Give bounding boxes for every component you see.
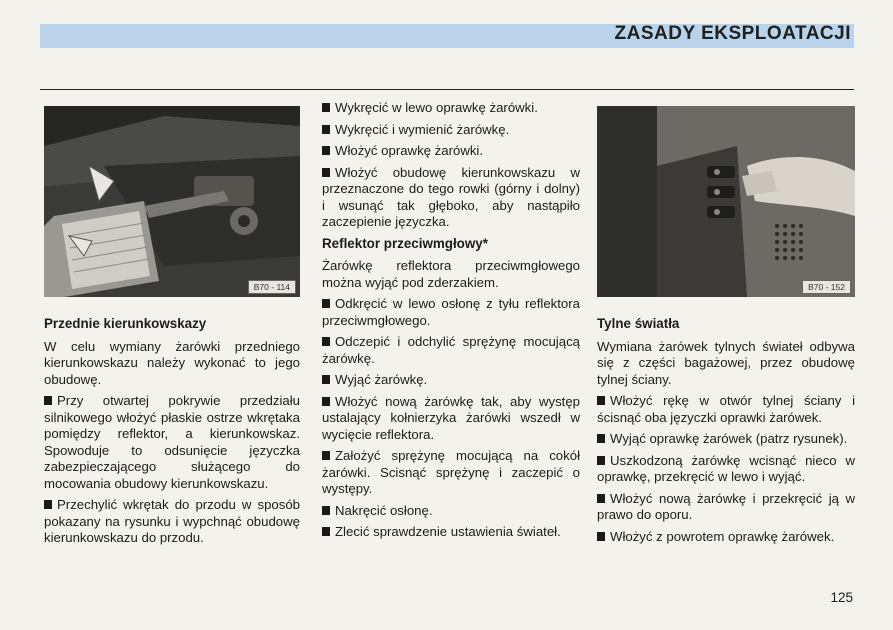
instruction-step — [322, 448, 580, 498]
instruction-step — [597, 491, 855, 524]
step-text: Włożyć rękę w otwór tylnej ściany i ścisnąć oba języczki oprawki żarówek. — [597, 393, 855, 425]
step-text: Włożyć oprawkę żarówki. — [335, 143, 484, 158]
instruction-step — [44, 497, 300, 547]
step-text: Włożyć obudowę kierunkowskazu w przeznaczone do tego rowki (górny i dolny) i wsunąć tak głęboko, aby nastąpiło zaczepienie języczka. — [322, 164, 580, 229]
bullet-icon — [322, 375, 330, 384]
rear-lights-section — [597, 316, 855, 550]
front-indicator-illustration — [44, 106, 300, 297]
bullet-icon — [322, 103, 330, 112]
rear-light-photo — [597, 106, 855, 297]
step-text: Odkręcić w lewo osłonę z tyłu reflektora przeciwmgłowego. — [322, 296, 580, 328]
page-title: ZASADY EKSPLOATACJI — [614, 23, 851, 44]
bullet-icon — [322, 146, 330, 155]
front-indicator-photo — [44, 106, 300, 297]
step-text: Uszkodzoną żarówkę wcisnąć nieco w oprawkę, przekręcić w lewo i wyjąć. — [597, 452, 855, 484]
bullet-icon — [597, 396, 605, 405]
section-heading: Tylne światła — [597, 316, 680, 331]
step-text: Odczepić i odchylić sprężynę mocującą żarówkę. — [322, 334, 580, 366]
step-text: Wyjąć żarówkę. — [335, 372, 428, 387]
instruction-step — [322, 394, 580, 444]
bullet-icon — [322, 125, 330, 134]
bullet-icon — [322, 527, 330, 536]
instruction-step — [322, 143, 580, 160]
instruction-step — [322, 372, 580, 389]
instruction-step — [322, 524, 580, 541]
instruction-step — [322, 165, 580, 231]
instruction-step — [322, 122, 580, 139]
instruction-step — [597, 453, 855, 486]
bullet-icon — [322, 299, 330, 308]
step-text: Włożyć nową żarówkę tak, aby występ ustalający kołnierzyka żarówki wszedł w wycięcie reflektora. — [322, 393, 580, 442]
instruction-step — [597, 431, 855, 448]
bullet-icon — [322, 168, 330, 177]
bullet-icon — [322, 397, 330, 406]
step-text: Włożyć nową żarówkę i przekręcić ją w prawo do oporu. — [597, 490, 855, 522]
bullet-icon — [322, 451, 330, 460]
bullet-icon — [322, 506, 330, 515]
photo-label-left: B70 - 114 — [248, 280, 296, 294]
bullet-icon — [597, 532, 605, 541]
step-text: Zlecić sprawdzenie ustawienia świateł. — [335, 524, 561, 539]
step-text: Wykręcić w lewo oprawkę żarówki. — [335, 100, 538, 115]
step-text: Wykręcić i wymienić żarówkę. — [335, 121, 510, 137]
instruction-step — [322, 503, 580, 520]
bullet-icon — [44, 396, 52, 405]
bullet-icon — [322, 337, 330, 346]
instruction-step — [44, 393, 300, 492]
instruction-step — [597, 529, 855, 546]
instruction-step — [322, 334, 580, 367]
instruction-step — [597, 393, 855, 426]
bullet-icon — [597, 434, 605, 443]
instruction-step — [322, 296, 580, 329]
step-text: Wyjąć oprawkę żarówek (patrz rysunek). — [610, 431, 848, 446]
section-heading: Reflektor przeciwmgłowy* — [322, 235, 488, 251]
bullet-icon — [597, 494, 605, 503]
bullet-icon — [44, 500, 52, 509]
paragraph: Wymiana żarówek tylnych świateł odbywa się z części bagażowej, przez obudowę tylnej ściany. — [597, 338, 855, 387]
instruction-step — [322, 100, 580, 117]
middle-section — [322, 100, 580, 546]
paragraph: Żarówkę reflektora przeciwmgłowego można wyjąć pod zderzakiem. — [322, 258, 580, 290]
section-heading: Przednie kierunkowskazy — [44, 316, 207, 331]
step-text: Przy otwartej pokrywie przedziału silnikowego włożyć płaskie ostrze wkrętaka pomiędzy reflektor, a kierunkowskaz. Spowoduje to odsunięcie języczka zabezpieczającego służącego do mocowania obudowy kierunkowskazu. — [44, 393, 300, 491]
rear-light-illustration — [597, 106, 855, 297]
header-divider — [40, 89, 854, 90]
photo-label-right: B70 - 152 — [802, 280, 851, 294]
step-text: Nakręcić osłonę. — [335, 502, 433, 518]
front-indicators-section — [44, 316, 300, 552]
step-text: Włożyć z powrotem oprawkę żarówek. — [610, 528, 835, 544]
step-text: Przechylić wkrętak do przodu w sposób pokazany na rysunku i wypchnąć obudowę kierunkowskazu do przodu. — [44, 497, 300, 545]
bullet-icon — [597, 456, 605, 465]
step-text: Założyć sprężynę mocującą na cokół żarówki. Scisnąć sprężynę i zaczepić o występy. — [322, 448, 580, 496]
paragraph: W celu wymiany żarówki przedniego kierunkowskazu należy wykonać to jego obudowę. — [44, 338, 300, 387]
page-number: 125 — [830, 590, 853, 605]
